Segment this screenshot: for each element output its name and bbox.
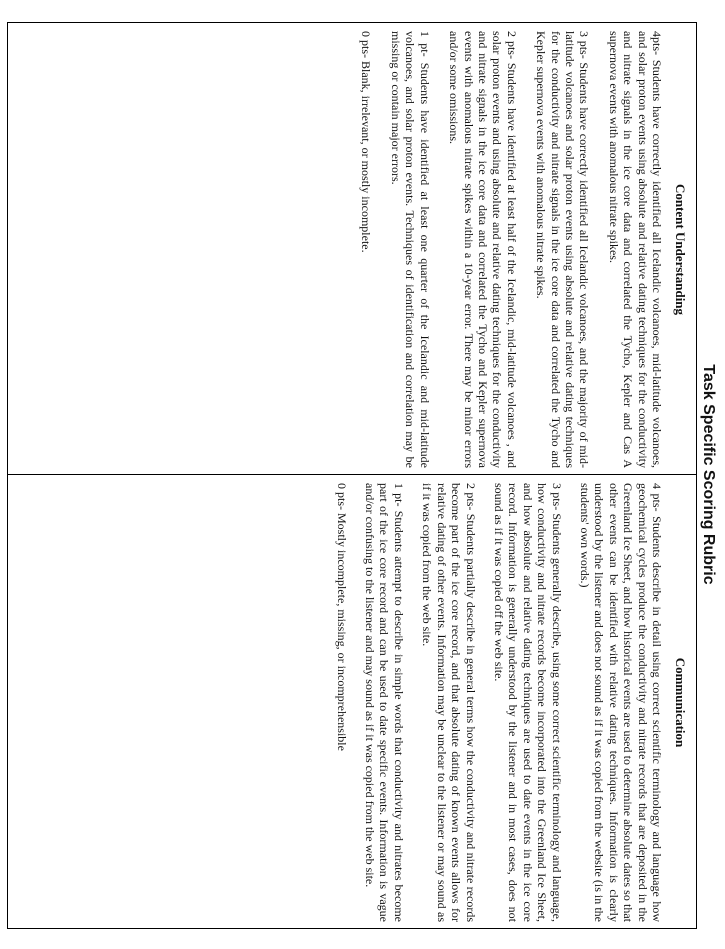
- communication-2pts: 2 pts- Students partially describe in general terms how the conductivity and nitrate records become part of the ice core record, and that absolute dating of known events allows for relative dating of other events. Information may be unclear to the listener or may sound as if it was copied from the web site.: [420, 483, 478, 922]
- content-understanding-column: [8, 23, 696, 475]
- communication-header: Communication: [673, 657, 688, 748]
- content-understanding-4pts: 4pts- Students have correctly identified all Icelandic volcanoes, mid-latitude volcanoes, and solar proton events using absolute and relative dating techniques for the conductivity and nitrate signals in the ice core data and correlated the Tycho, Kepler and Cas A supernova events with anomalous nitrate spikes.: [606, 31, 664, 468]
- page-title: Task Specific Scoring Rubric: [700, 364, 717, 585]
- content-understanding-1pt: 1 pt- Students have identified at least one quarter of the Icelandic and mid-latitude volcanoes, and solar proton events. Techniques of identification and correlation may be missing or contain major errors.: [388, 31, 432, 468]
- content-understanding-3pts: 3 pts- Students have correctly identified all Icelandic volcanoes, and the majority of mid-latitude volcanoes and solar proton events using absolute and relative dating techniques for the conductivity and nitrate signals in the ice core data and correlated the Tycho and Kepler supernova events with anomalous nitrate spikes.: [534, 31, 592, 468]
- communication-1pt: 1 pt- Students attempt to describe in simple words that conductivity and nitrates become part of the ice core record and can be used to date specific events. Information is vague and/or confusing to the listener and may sound as if it was copied from the web site.: [363, 483, 406, 922]
- communication-0pts: 0 pts- Mostly incomplete, missing, or incomprehensible: [334, 483, 349, 751]
- communication-3pts: 3 pts- Students generally describe, using some correct scientific terminology and language, how conductivity and nitrate records become incorporated into the Greenland Ice Sheet, and how absolute and relative dating techniques are used to date events in the ice core record. Information is generally understood by the listener and in most cases, does not sound as if it was copied off the web site.: [491, 483, 564, 922]
- content-understanding-0pts: 0 pts- Blank, irrelevant, or mostly incomplete.: [359, 31, 374, 253]
- content-understanding-header: Content Understanding: [673, 183, 688, 316]
- content-understanding-2pts: 2 pts- Students have identified at least half of the Icelandic, mid-latitude volcanoes , and solar proton events and using absolute and relative dating techniques for the conductivity and nitrate signals in the ice core data and correlated the Tycho and Kepler supernova events with anomalous nitrate spikes within a 10-year error. There may be minor errors and/or some omissions.: [447, 31, 519, 468]
- communication-4pts: 4 pts- Students describe in detail using correct scientific terminology and language how geochemical cycles produce the conductivity and nitrate records that are deposited in the Greenland Ice Sheet, and how historical events are used to determine absolute dates so that other events can be identified with relative dating techniques. Information is clearly understood by the listener and does not sound as if it was copied from the website (is in the students' own words.): [577, 483, 664, 922]
- rubric-table: [7, 22, 697, 929]
- communication-column: [8, 475, 696, 928]
